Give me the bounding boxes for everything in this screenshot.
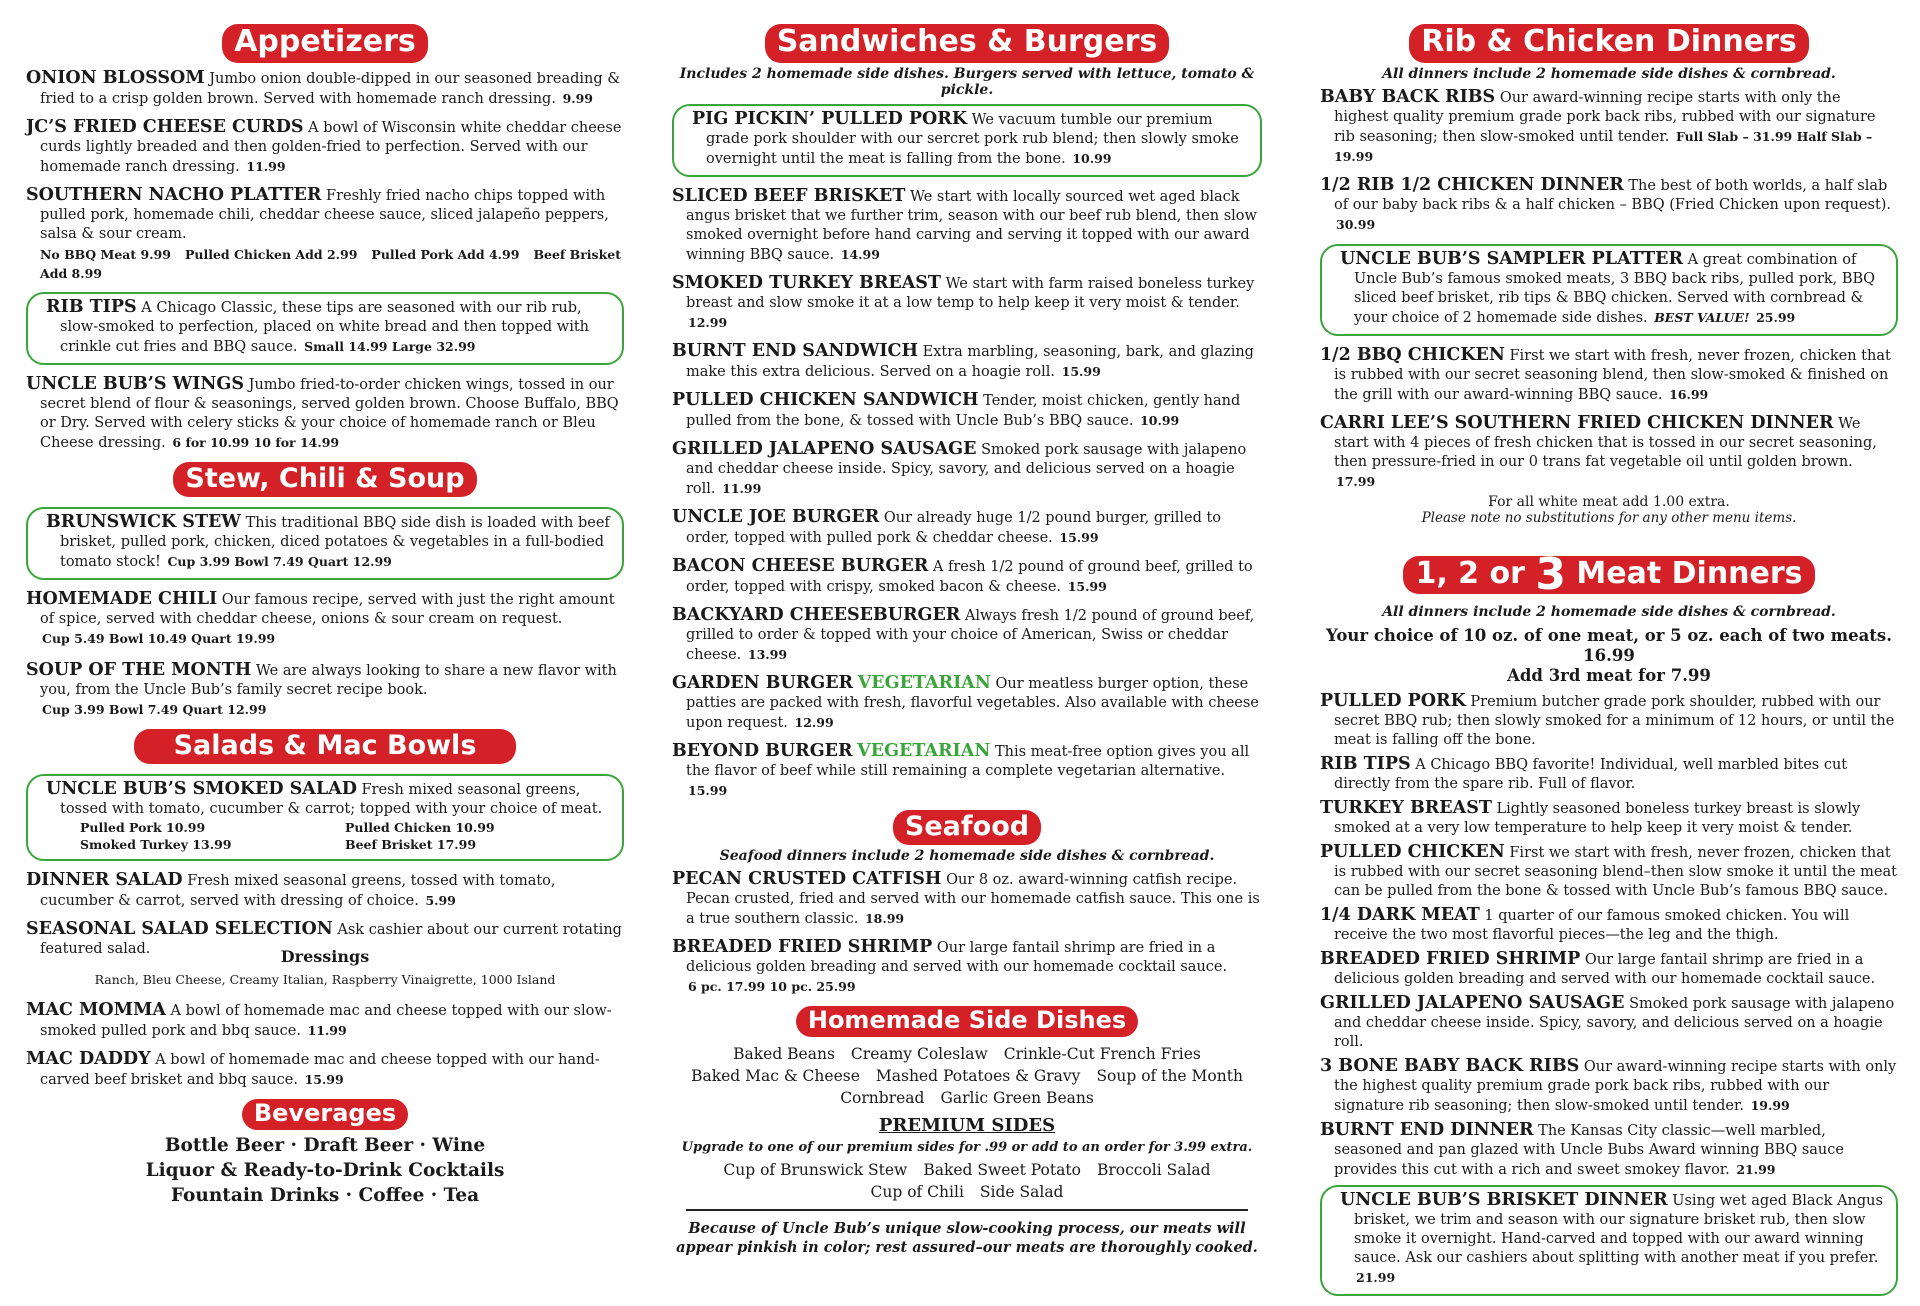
menu-item: BREADED FRIED SHRIMP Our large fantail shrimp are fried in a delicious golden breading and served with our homemade cocktail sauce. xyxy=(1320,949,1876,987)
featured-box xyxy=(672,104,1262,177)
beverages-list: Bottle Beer · Draft Beer · Wine Liquor & Ready-to-Drink Cocktails Fountain Drinks · Coffee · Tea xyxy=(145,1135,505,1207)
menu-item: ONION BLOSSOM Jumbo onion double-dipped in our seasoned breading & fried to a crisp golden brown. Served with homemade ranch dressing. 9.99 xyxy=(26,67,621,107)
featured-box xyxy=(26,292,624,365)
menu-item: 3 BONE BABY BACK RIBS Our award-winning recipe starts with only the highest quality premium grade pork back ribs, rubbed with our signature rib seasoning; then slow-smoked until tender. 19.99 xyxy=(1320,1056,1897,1114)
salad-meat-options: Pulled Pork 10.99 Pulled Chicken 10.99 Smoked Turkey 13.99 Beef Brisket 17.99 xyxy=(80,819,495,852)
column-left xyxy=(26,24,624,1208)
premium-sides-subtitle: Upgrade to one of our premium sides for .99 or add to an order for 3.99 extra. xyxy=(681,1140,1253,1156)
menu-item: RIB TIPS A Chicago Classic, these tips are seasoned with our rib rub, slow-smoked to perfection, placed on white bread and then topped with crinkle cut fries and BBQ sauce. Small 14.99 Large 32.99 xyxy=(46,296,590,355)
sides-list: Baked Beans Creamy Coleslaw Crinkle-Cut French Fries Baked Mac & Cheese Mashed Potatoes & Gravy Soup of the Month Cornbread Garlic Green Beans xyxy=(691,1045,1243,1108)
menu-item: 1/2 BBQ CHICKEN First we start with fresh, never frozen, chicken that is rubbed with our secret seasoning blend, then slow-smoked & finished on the grill with our award-winning BBQ sauce. 16.99 xyxy=(1320,344,1891,403)
menu-item: 1/4 DARK MEAT 1 quarter of our famous smoked chicken. You will receive the two most flavorful pieces—the leg and the thigh. xyxy=(1320,905,1850,943)
menu-item: TURKEY BREAST Lightly seasoned boneless turkey breast is slowly smoked at a very low temperature to help keep it very moist & tender. xyxy=(1320,798,1861,836)
vegetarian-tag: VEGETARIAN xyxy=(857,740,991,761)
menu-item: RIB TIPS A Chicago BBQ favorite! Individual, well marbled bites cut directly from the spare rib. Full of flavor. xyxy=(1320,754,1848,792)
menu-item: UNCLE BUB’S BRISKET DINNER Using wet aged Black Angus brisket, we trim and season with our signature brisket rub, then slow smoke it overnight. Hand-carved and topped with our award winning sauce. Ask our cashiers about splitting with another meat if you prefer. 21.99 xyxy=(1340,1190,1883,1285)
menu-item: SOUTHERN NACHO PLATTER Freshly fried nacho chips topped with pulled pork, homemade chili, cheddar cheese sauce, sliced jalapeño peppers, salsa & sour cream. No BBQ Meat 9.99 Pulled Chicken Add 2.99 Pulled Pork Add 4.99 Beef Brisket Add 8.99 xyxy=(26,186,624,283)
premium-sides-title: PREMIUM SIDES xyxy=(878,1115,1056,1137)
menu-item: PULLED PORK Premium butcher grade pork shoulder, rubbed with our secret BBQ rub; then slowly smoked for a minimum of 12 hours, or until the meat is falling off the bone. xyxy=(1320,691,1895,748)
menu-item: SMOKED TURKEY BREAST We start with farm raised boneless turkey breast and slow smoke it at a low temp to help keep it very moist & tender. 12.99 xyxy=(672,272,1255,330)
sandwiches-heading: Sandwiches & Burgers xyxy=(765,24,1170,63)
menu-item: UNCLE BUB’S SAMPLER PLATTER A great combination of Uncle Bub’s famous smoked meats, 3 BBQ back ribs, pulled pork, BBQ sliced beef brisket, rib tips & BBQ chicken. Served with cornbread & your choice of 2 homemade side dishes. BEST VALUE! 25.99 xyxy=(1340,248,1876,326)
featured-box xyxy=(26,774,624,861)
sandwiches-subtitle: Includes 2 homemade side dishes. Burgers served with lettuce, tomato & pickle. xyxy=(679,65,1255,98)
white-meat-note: For all white meat add 1.00 extra. xyxy=(1488,493,1730,510)
menu-item: BEYOND BURGER VEGETARIAN This meat-free option gives you all the flavor of beef while still remaining a complete vegetarian alternative. 15.99 xyxy=(672,740,1250,798)
dressings-list: Ranch, Bleu Cheese, Creamy Italian, Raspberry Vinaigrette, 1000 Island xyxy=(94,971,556,987)
substitution-note: Please note no substitutions for any other menu items. xyxy=(1421,509,1797,526)
seafood-subtitle: Seafood dinners include 2 homemade side dishes & cornbread. xyxy=(719,847,1215,864)
appetizers-heading: Appetizers xyxy=(222,24,428,63)
menu-item: SOUP OF THE MONTH We are always looking to share a new flavor with you, from the Uncle Bub’s family secret recipe book. Cup 3.99 Bowl 7.49 Quart 12.99 xyxy=(26,659,617,717)
meat-subtitle: All dinners include 2 homemade side dishes & cornbread. xyxy=(1382,604,1836,620)
cooking-note: Because of Uncle Bub’s unique slow-cooking process, our meats will appear pinkish in color; rest assured–our meats are thoroughly cooked. xyxy=(676,1220,1258,1257)
featured-box xyxy=(1320,1185,1898,1296)
divider xyxy=(686,1209,1248,1211)
menu-item: JC’S FRIED CHEESE CURDS A bowl of Wisconsin white cheddar cheese curds lightly breaded and then golden-fried to perfection. Served with our homemade ranch dressing. 11.99 xyxy=(26,116,622,175)
featured-box xyxy=(26,507,624,580)
menu-item: BACON CHEESE BURGER A fresh 1/2 pound of ground beef, grilled to order, topped with crispy, smoked bacon & cheese. 15.99 xyxy=(672,555,1253,595)
menu-item: MAC DADDY A bowl of homemade mac and cheese topped with our hand-carved beef brisket and bbq sauce. 15.99 xyxy=(26,1048,600,1088)
seafood-heading: Seafood xyxy=(893,810,1041,845)
menu-item: PIG PICKIN’ PULLED PORK We vacuum tumble our premium grade pork shoulder with our sercret pork rub blend; then slowly smoke overnight until the meat is falling from the bone. 10.99 xyxy=(692,108,1239,167)
menu-item: PULLED CHICKEN First we start with fresh, never frozen, chicken that is rubbed with our secret seasoning blend–then slow smoke it until the meat can be pulled from the bone & tossed with Uncle Bub’s famous BBQ sauce. xyxy=(1320,842,1897,899)
vegetarian-tag: VEGETARIAN xyxy=(857,672,991,693)
dressings-title: Dressings xyxy=(280,946,370,966)
menu-item: BURNT END SANDWICH Extra marbling, seasoning, bark, and glazing make this extra delicious. Served on a hoagie roll. 15.99 xyxy=(672,340,1254,380)
stew-heading: Stew, Chili & Soup xyxy=(173,462,476,497)
menu-item: UNCLE JOE BURGER Our already huge 1/2 pound burger, grilled to order, topped with pulled pork & cheddar cheese. 15.99 xyxy=(672,506,1222,546)
menu-item: SLICED BEEF BRISKET We start with locally sourced wet aged black angus brisket that we further trim, season with our beef rub blend, then slow smoked overnight before hand carving and serving it topped with our award winning BBQ sauce. 14.99 xyxy=(672,185,1257,263)
meat-pricing: Your choice of 10 oz. of one meat, or 5 oz. each of two meats. 16.99 Add 3rd meat for 7.99 xyxy=(1326,626,1892,685)
meat-dinners-heading: 1, 2 or 3 Meat Dinners xyxy=(1403,556,1814,595)
menu-item: MAC MOMMA A bowl of homemade mac and cheese topped with our slow-smoked pulled pork and bbq sauce. 11.99 xyxy=(26,999,612,1039)
menu-item: BRUNSWICK STEW This traditional BBQ side dish is loaded with beef brisket, pulled pork, chicken, diced potatoes & vegetables in a full-bodied tomato stock! Cup 3.99 Bowl 7.49 Quart 12.99 xyxy=(46,511,610,570)
column-middle xyxy=(672,24,1262,1257)
sides-heading: Homemade Side Dishes xyxy=(796,1006,1138,1038)
menu-item: BACKYARD CHEESEBURGER Always fresh 1/2 pound of ground beef, grilled to order & topped with your choice of American, Swiss or cheddar cheese. 13.99 xyxy=(672,604,1255,663)
menu-item: PECAN CRUSTED CATFISH Our 8 oz. award-winning catfish recipe. Pecan crusted, fried and served with our homemade catfish sauce. This one is a true southern classic. 18.99 xyxy=(672,868,1260,927)
ribs-subtitle: All dinners include 2 homemade side dishes & cornbread. xyxy=(1382,65,1836,82)
menu-item: PULLED CHICKEN SANDWICH Tender, moist chicken, gently hand pulled from the bone, & tossed with Uncle Bub’s BBQ sauce. 10.99 xyxy=(672,389,1241,429)
menu-item: UNCLE BUB’S SMOKED SALAD Fresh mixed seasonal greens, tossed with tomato, cucumber & carrot; topped with your choice of meat. xyxy=(46,778,603,817)
menu-item: HOMEMADE CHILI Our famous recipe, served with just the right amount of spice, served with cheddar cheese, onions & sour cream on request. Cup 5.49 Bowl 10.49 Quart 19.99 xyxy=(26,588,615,646)
column-right xyxy=(1320,24,1898,1306)
menu-item: CARRI LEE’S SOUTHERN FRIED CHICKEN DINNER We start with 4 pieces of fresh chicken that is tossed in our secret seasoning, then pressure-fried in our 0 trans fat vegetable oil until golden brown. 17.99 xyxy=(1320,412,1877,489)
menu-item: DINNER SALAD Fresh mixed seasonal greens, tossed with tomato, cucumber & carrot, served with dressing of choice. 5.99 xyxy=(26,869,556,909)
beverages-heading: Beverages xyxy=(242,1099,408,1131)
salads-heading: Salads & Mac Bowls xyxy=(134,729,517,764)
menu-item: 1/2 RIB 1/2 CHICKEN DINNER The best of both worlds, a half slab of our baby back ribs & a half chicken – BBQ (Fried Chicken upon request). 30.99 xyxy=(1320,174,1892,232)
menu-item: SEASONAL SALAD SELECTION Ask cashier about our current rotating featured salad. xyxy=(26,918,622,957)
menu-item: BABY BACK RIBS Our award-winning recipe starts with only the highest quality premium grade pork back ribs, rubbed with our signature rib seasoning; then slow-smoked until tender. Full Slab – 31.99 Half Slab – 19.99 xyxy=(1320,86,1876,164)
featured-box xyxy=(1320,244,1898,336)
menu-item: UNCLE BUB’S WINGS Jumbo fried-to-order chicken wings, tossed in our secret blend of flour & seasonings, served golden brown. Choose Buffalo, BBQ or Dry. Served with celery sticks & your choice of homemade ranch or Bleu Cheese dressing. 6 for 10.99 10 for 14.99 xyxy=(26,373,619,451)
menu-item: GARDEN BURGER VEGETARIAN Our meatless burger option, these patties are packed with fresh, flavorful vegetables. Also available with cheese upon request. 12.99 xyxy=(672,672,1259,731)
menu-item: BREADED FRIED SHRIMP Our large fantail shrimp are fried in a delicious golden breading and served with our homemade cocktail sauce. 6 pc. 17.99 10 pc. 25.99 xyxy=(672,936,1228,994)
ribs-heading: Rib & Chicken Dinners xyxy=(1409,24,1809,63)
best-value-badge: BEST VALUE! xyxy=(1654,309,1750,325)
menu-item: GRILLED JALAPENO SAUSAGE Smoked pork sausage with jalapeno and cheddar cheese inside. Spicy, savory, and delicious served on a hoagie roll. 11.99 xyxy=(672,438,1247,497)
menu-item: BURNT END DINNER The Kansas City classic—well marbled, seasoned and pan glazed with Uncle Bubs Award winning BBQ sauce provides this cut with a rich and sweet smokey flavor. 21.99 xyxy=(1320,1120,1844,1178)
nacho-addons: No BBQ Meat 9.99 Pulled Chicken Add 2.99 Pulled Pork Add 4.99 Beef Brisket Add 8.99 xyxy=(40,246,621,281)
premium-sides-list: Cup of Brunswick Stew Baked Sweet Potato Broccoli Salad Cup of Chili Side Salad xyxy=(723,1161,1211,1202)
menu-item: GRILLED JALAPENO SAUSAGE Smoked pork sausage with jalapeno and cheddar cheese inside. Spicy, savory, and delicious served on a hoagie roll. xyxy=(1320,993,1895,1050)
